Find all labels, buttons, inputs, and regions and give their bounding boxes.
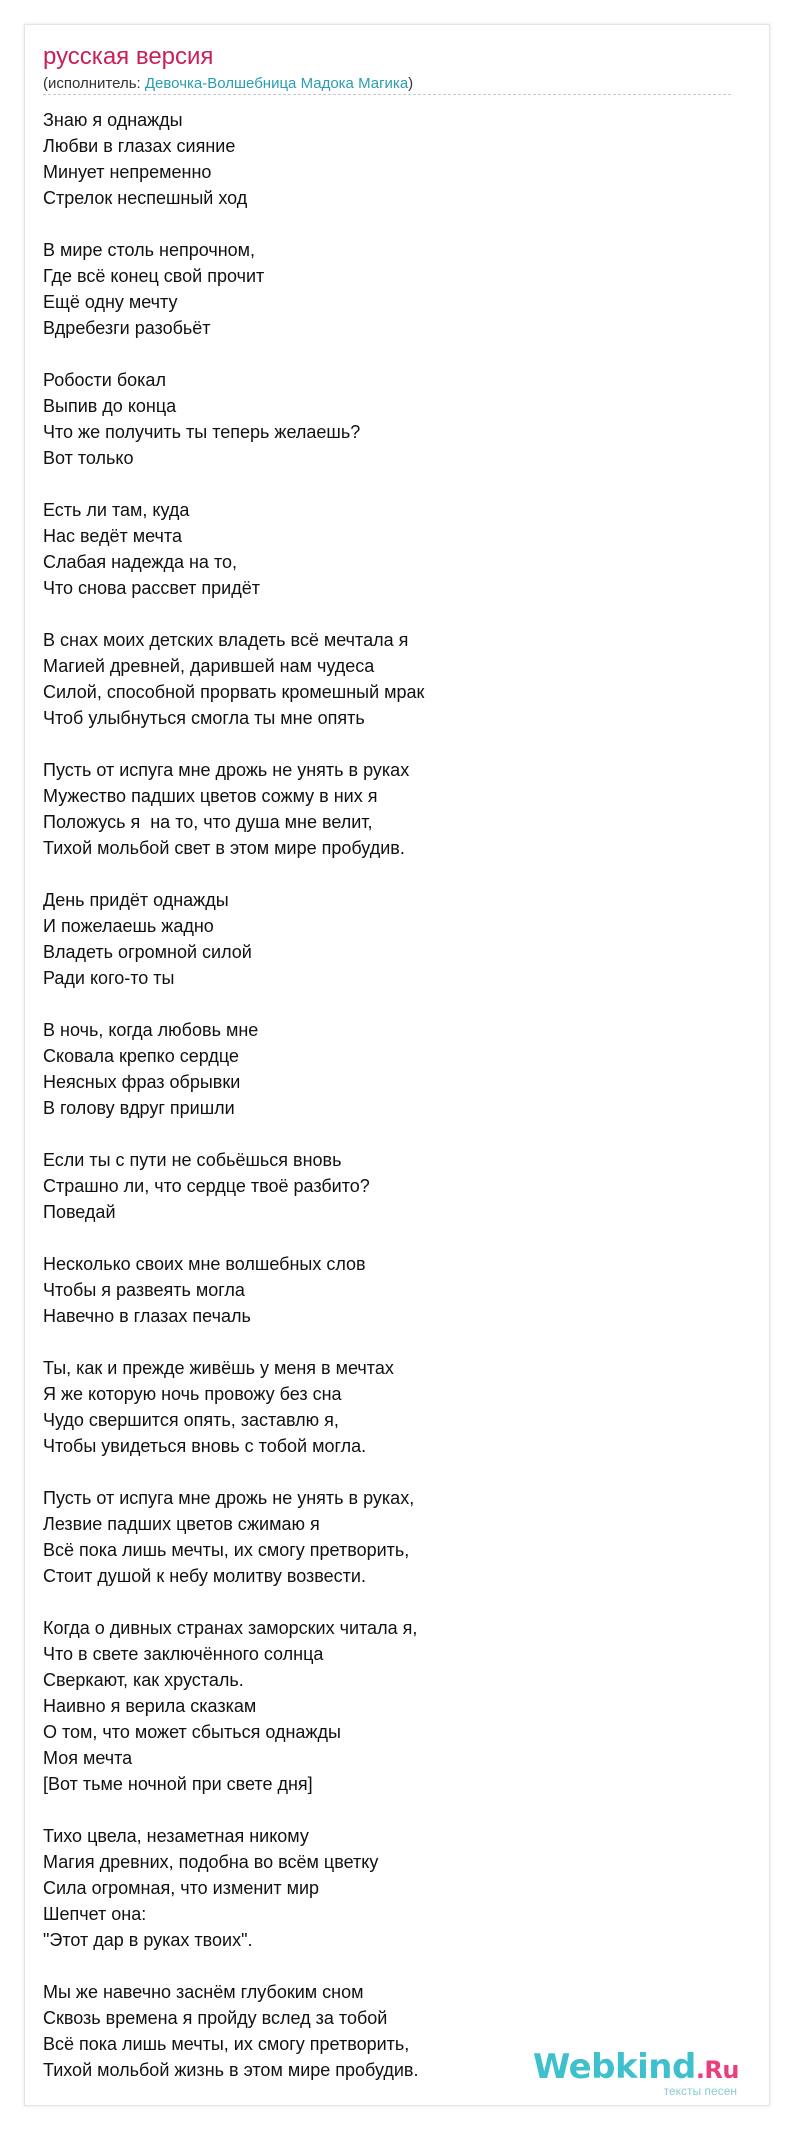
lyrics-line: Я же которую ночь провожу без сна (43, 1384, 342, 1404)
header-divider (43, 94, 731, 95)
lyrics-line: Пусть от испуга мне дрожь не унять в руках, (43, 1488, 415, 1508)
lyrics-body (43, 107, 743, 2109)
lyrics-line: Моя мечта (43, 1748, 133, 1768)
lyrics-line: Ради кого-то ты (43, 968, 175, 988)
lyrics-line: Выпив до конца (43, 396, 177, 416)
lyrics-line: Минует непременно (43, 162, 212, 182)
lyrics-line: Поведай (43, 1202, 116, 1222)
lyrics-line: Что в свете заключённого солнца (43, 1644, 324, 1664)
lyrics-line: Нас ведёт мечта (43, 526, 182, 546)
logo-tagline: тексты песен (663, 2084, 737, 2098)
lyrics-line: Наивно я верила сказкам (43, 1696, 257, 1716)
lyrics-line: В голову вдруг пришли (43, 1098, 235, 1118)
lyrics-line: Страшно ли, что сердце твоё разбито? (43, 1176, 370, 1196)
lyrics-line: Когда о дивных странах заморских читала я, (43, 1618, 418, 1638)
lyrics-line: Чтоб улыбнуться смогла ты мне опять (43, 708, 365, 728)
lyrics-line: Чтобы я развеять могла (43, 1280, 245, 1300)
artist-link[interactable]: Девочка-Волшебница Мадока Магика (144, 75, 409, 92)
lyrics-line: Ещё одну мечту (43, 292, 178, 312)
lyrics-stanza (43, 627, 743, 731)
lyrics-line: Чудо свершится опять, заставлю я, (43, 1410, 339, 1430)
lyrics-line: В мире столь непрочном, (43, 240, 256, 260)
lyrics-line: Силой, способной прорвать кромешный мрак (43, 682, 425, 702)
lyrics-line: О том, что может сбыться однажды (43, 1722, 341, 1742)
lyrics-line: Мы же навечно заснём глубоким сном (43, 1982, 364, 2002)
lyrics-line: Шепчет она: (43, 1904, 147, 1924)
lyrics-stanza (43, 497, 743, 601)
lyrics-line: Магия древних, подобна во всём цветку (43, 1852, 379, 1872)
lyrics-line: Неясных фраз обрывки (43, 1072, 241, 1092)
lyrics-line: Всё пока лишь мечты, их смогу претворить, (43, 2034, 410, 2054)
lyrics-line: Сила огромная, что изменит мир (43, 1878, 320, 1898)
lyrics-line: Навечно в глазах печаль (43, 1306, 251, 1326)
lyrics-stanza (43, 1823, 743, 1953)
lyrics-line: Всё пока лишь мечты, их смогу претворить, (43, 1540, 410, 1560)
lyrics-line: Любви в глазах сияние (43, 136, 236, 156)
lyrics-line: Тихо цвела, незаметная никому (43, 1826, 309, 1846)
lyrics-line: "Этот дар в руках твоих". (43, 1930, 253, 1950)
lyrics-stanza (43, 107, 743, 211)
lyrics-line: Магией древней, дарившей нам чудеса (43, 656, 375, 676)
lyrics-stanza (43, 1615, 743, 1797)
lyrics-line: Пусть от испуга мне дрожь не унять в руках (43, 760, 410, 780)
artist-suffix: ) (408, 75, 414, 92)
lyrics-line: Робости бокал (43, 370, 166, 390)
lyrics-line: Где всё конец свой прочит (43, 266, 265, 286)
lyrics-stanza (43, 1017, 743, 1121)
lyrics-line: В снах моих детских владеть всё мечтала я (43, 630, 409, 650)
lyrics-line: И пожелаешь жадно (43, 916, 214, 936)
lyrics-line: Знаю я однажды (43, 110, 183, 130)
logo-main-text: Webkind (532, 2047, 696, 2087)
lyrics-line: Сверкают, как хрусталь. (43, 1670, 244, 1690)
lyrics-stanza (43, 1485, 743, 1589)
lyrics-line: Если ты с пути не собьёшься вновь (43, 1150, 342, 1170)
lyrics-line: Вот только (43, 448, 134, 468)
lyrics-line: Мужество падших цветов сожму в них я (43, 786, 378, 806)
lyrics-line: Владеть огромной силой (43, 942, 252, 962)
lyrics-stanza (43, 237, 743, 341)
lyrics-stanza (43, 1251, 743, 1329)
lyrics-line: Положусь я на то, что душа мне велит, (43, 812, 373, 832)
lyrics-line: Вдребезги разобьёт (43, 318, 211, 338)
lyrics-stanza (43, 757, 743, 861)
lyrics-line: Несколько своих мне волшебных слов (43, 1254, 366, 1274)
lyrics-page (24, 24, 770, 2106)
site-logo[interactable] (532, 2047, 739, 2098)
lyrics-line: Слабая надежда на то, (43, 552, 237, 572)
lyrics-line: Лезвие падших цветов сжимаю я (43, 1514, 320, 1534)
lyrics-line: В ночь, когда любовь мне (43, 1020, 259, 1040)
lyrics-stanza (43, 887, 743, 991)
lyrics-line: Есть ли там, куда (43, 500, 190, 520)
lyrics-line: Чтобы увидеться вновь с тобой могла. (43, 1436, 367, 1456)
lyrics-line: Стрелок неспешный ход (43, 188, 248, 208)
lyrics-line: Тихой мольбой свет в этом мире пробудив. (43, 838, 405, 858)
lyrics-line: Ты, как и прежде живёшь у меня в мечтах (43, 1358, 394, 1378)
artist-prefix: (исполнитель: (43, 75, 145, 92)
lyrics-line: День придёт однажды (43, 890, 229, 910)
lyrics-line: Сковала крепко сердце (43, 1046, 239, 1066)
lyrics-line: Тихой мольбой жизнь в этом мире пробудив. (43, 2060, 419, 2080)
lyrics-line: [Вот тьме ночной при свете дня] (43, 1774, 313, 1794)
artist-line (43, 75, 413, 93)
lyrics-line: Сквозь времена я пройду вслед за тобой (43, 2008, 388, 2028)
logo-wordmark (532, 2047, 739, 2087)
logo-suffix-text: .Ru (695, 2056, 739, 2084)
lyrics-line: Стоит душой к небу молитву возвести. (43, 1566, 366, 1586)
lyrics-stanza (43, 367, 743, 471)
lyrics-line: Что же получить ты теперь желаешь? (43, 422, 361, 442)
lyrics-stanza (43, 1147, 743, 1225)
page-title: русская версия (43, 43, 214, 70)
lyrics-stanza (43, 1355, 743, 1459)
lyrics-line: Что снова рассвет придёт (43, 578, 260, 598)
